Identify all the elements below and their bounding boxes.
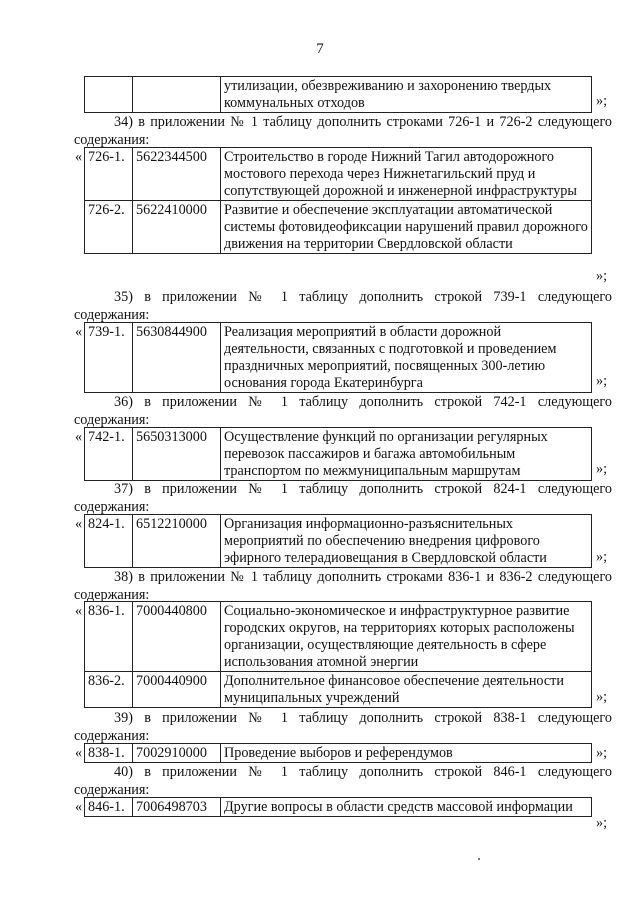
- opening-quote: «: [75, 516, 83, 532]
- row-code-cell: 7000440900: [133, 672, 221, 708]
- table-row: [85, 672, 592, 708]
- opening-quote: «: [75, 799, 83, 815]
- closing-quote: »;: [596, 461, 608, 477]
- row-code-cell: 5650313000: [133, 428, 221, 481]
- closing-quote: »;: [596, 373, 608, 389]
- row-text-cell: Развитие и обеспечение эксплуатации автоматической системы фотовидеофиксации нарушений правил дорожного движения на территории Свердловской области: [221, 201, 592, 254]
- table-row: [85, 515, 592, 568]
- amendment-table: [84, 797, 592, 817]
- row-code-cell: 5622410000: [133, 201, 221, 254]
- amendment-table: [84, 601, 592, 708]
- row-number-cell: 742-1.: [85, 428, 133, 481]
- row-code-cell: 7002910000: [133, 744, 221, 763]
- row-number-cell: 836-1.: [85, 602, 133, 672]
- amendment-paragraph: 34) в приложении № 1 таблицу дополнить строками 726-1 и 726-2 следующего содержания:: [74, 114, 612, 148]
- closing-quote: »;: [596, 93, 608, 109]
- table-row: [85, 602, 592, 672]
- closing-quote: »;: [596, 268, 608, 284]
- amendment-paragraph: 37) в приложении № 1 таблицу дополнить строкой 824-1 следующего содержания:: [74, 481, 612, 515]
- row-text-cell: Другие вопросы в области средств массовой информации: [221, 798, 592, 817]
- row-text-cell: Реализация мероприятий в области дорожной деятельности, связанных с подготовкой и проведением праздничных мероприятий, посвященных 300-летию основания города Екатеринбурга: [221, 323, 592, 393]
- row-number-cell: 739-1.: [85, 323, 133, 393]
- row-number-cell: 846-1.: [85, 798, 133, 817]
- table-row: [85, 798, 592, 817]
- table-row: [85, 744, 592, 763]
- opening-quote: «: [75, 149, 83, 165]
- opening-quote: «: [75, 324, 83, 340]
- opening-quote: «: [75, 429, 83, 445]
- amendment-paragraph: 39) в приложении № 1 таблицу дополнить строкой 838-1 следующего содержания:: [74, 710, 612, 744]
- closing-quote: »;: [596, 745, 608, 761]
- row-text-cell: утилизации, обезвреживанию и захоронению твердых коммунальных отходов: [221, 77, 592, 113]
- amendment-paragraph: 40) в приложении № 1 таблицу дополнить строкой 846-1 следующего содержания:: [74, 764, 612, 798]
- amendment-paragraph: 35) в приложении № 1 таблицу дополнить строкой 739-1 следующего содержания:: [74, 289, 612, 323]
- row-code-cell: 5630844900: [133, 323, 221, 393]
- row-number-cell: 836-2.: [85, 672, 133, 708]
- row-code-cell: 7000440800: [133, 602, 221, 672]
- amendment-table: [84, 427, 592, 481]
- row-number-cell: [85, 77, 133, 113]
- row-number-cell: 726-1.: [85, 148, 133, 201]
- continuation-table: [84, 76, 592, 113]
- table-row: [85, 77, 592, 113]
- closing-quote: »;: [596, 549, 608, 565]
- row-text-cell: Проведение выборов и референдумов: [221, 744, 592, 763]
- amendment-table: [84, 743, 592, 763]
- amendment-paragraph: 36) в приложении № 1 таблицу дополнить строкой 742-1 следующего содержания:: [74, 394, 612, 428]
- table-row: [85, 148, 592, 201]
- scan-speck: [478, 858, 480, 860]
- row-code-cell: [133, 77, 221, 113]
- row-code-cell: 7006498703: [133, 798, 221, 817]
- amendment-table: [84, 147, 592, 254]
- row-text-cell: Организация информационно-разъяснительных мероприятий по обеспечению внедрения цифрового эфирного телерадиовещания в Свердловской области: [221, 515, 592, 568]
- closing-quote: »;: [596, 689, 608, 705]
- opening-quote: «: [75, 745, 83, 761]
- amendment-table: [84, 322, 592, 393]
- row-text-cell: Дополнительное финансовое обеспечение деятельности муниципальных учреждений: [221, 672, 592, 708]
- row-text-cell: Строительство в городе Нижний Тагил автодорожного мостового перехода через Нижнетагильский пруд и сопутствующей дорожной и инженерной инфраструктуры: [221, 148, 592, 201]
- row-number-cell: 824-1.: [85, 515, 133, 568]
- opening-quote: «: [75, 603, 83, 619]
- page-number: 7: [316, 41, 324, 57]
- closing-quote: »;: [596, 815, 608, 831]
- row-code-cell: 6512210000: [133, 515, 221, 568]
- row-code-cell: 5622344500: [133, 148, 221, 201]
- table-row: [85, 428, 592, 481]
- row-text-cell: Осуществление функций по организации регулярных перевозок пассажиров и багажа автомобильным транспортом по межмуниципальным маршрутам: [221, 428, 592, 481]
- row-number-cell: 726-2.: [85, 201, 133, 254]
- amendment-table: [84, 514, 592, 568]
- row-number-cell: 838-1.: [85, 744, 133, 763]
- amendment-paragraph: 38) в приложении № 1 таблицу дополнить строками 836-1 и 836-2 следующего содержания:: [74, 569, 612, 603]
- row-text-cell: Социально-экономическое и инфраструктурное развитие городских округов, на территориях которых расположены организации, осуществляющие деятельность в сфере использования атомной энергии: [221, 602, 592, 672]
- table-row: [85, 323, 592, 393]
- table-row: [85, 201, 592, 254]
